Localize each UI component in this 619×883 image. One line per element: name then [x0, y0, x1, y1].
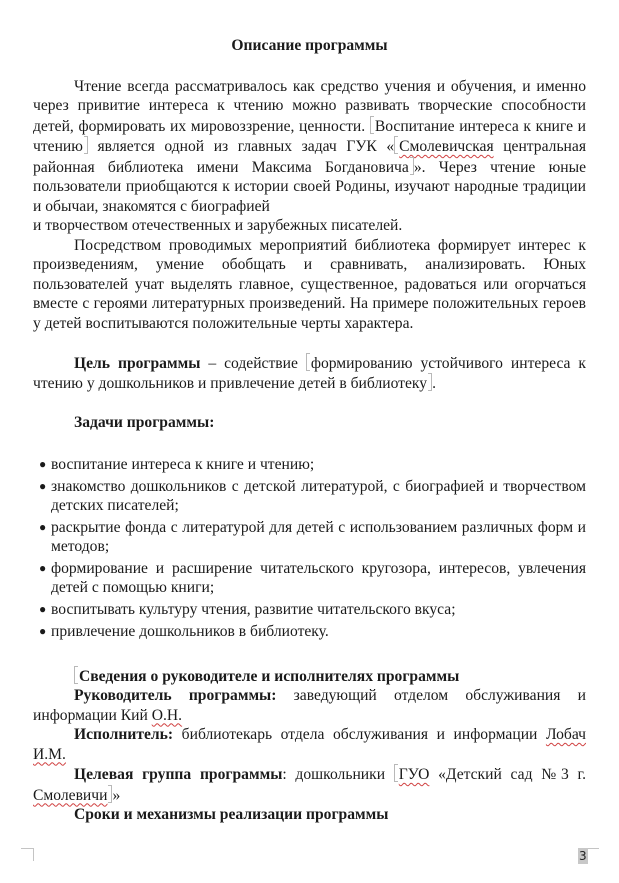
text-run: библиотекарь отдела обслуживания и информации: [173, 726, 546, 743]
text-run: .: [432, 375, 436, 392]
bookmark-start-marker: [394, 764, 398, 782]
bullet-icon: ●: [39, 560, 47, 575]
text-run: »: [112, 786, 121, 804]
head-paragraph: [33, 686, 586, 725]
spelling-error-word[interactable]: Лобач И.М.: [33, 726, 586, 763]
spelling-error-word[interactable]: Смолевичи: [33, 786, 108, 804]
task-text: знакомство дошкольников с детской литературой, с биографией и творчеством детских писателей;: [51, 477, 586, 514]
bookmark-start-marker: [74, 666, 78, 684]
spelling-error-word[interactable]: О.Н.: [151, 706, 183, 724]
executor-paragraph: [33, 725, 586, 764]
tasks-list: [33, 455, 586, 641]
tasks-heading: Задачи программы:: [74, 414, 215, 431]
bookmark-start-marker: [394, 136, 398, 154]
task-item: [37, 622, 586, 641]
info-heading: [33, 666, 586, 687]
intro-paragraph-2: Посредством проводимых мероприятий библиотека формирует интерес к произведениям, умение обобщать и сравнивать, анализировать. Юных пользователей учат выделять главное, существенное, радоваться или огорчаться вместе с героями литературных произведений. На примере положительных героев у детей воспитываются положительные черты характера.: [33, 236, 586, 332]
text-run: заведующий отделом обслуживания и информации Кий: [33, 687, 586, 724]
text-run: «Детский сад №3 г.: [429, 766, 587, 783]
spacer: [33, 394, 586, 414]
bullet-icon: ●: [39, 519, 47, 534]
spelling-error-word[interactable]: Смолевичская: [399, 138, 494, 155]
spacer: [33, 333, 586, 353]
bookmark-start-marker: [370, 116, 374, 134]
task-item: [37, 518, 586, 556]
margin-corner-marker-left: [21, 848, 34, 861]
bullet-icon: ●: [39, 456, 47, 471]
task-text: формирование и расширение читательского кругозора, интересов, увлечения детей с помощью книги;: [51, 559, 586, 596]
task-text: воспитывать культуру чтения, развитие читательского вкуса;: [51, 600, 456, 618]
intro-paragraph-1-continued: и творчеством отечественных и зарубежных писателей.: [33, 217, 403, 234]
task-text: раскрытие фонда с литературой для детей с использованием различных форм и методов;: [51, 518, 586, 555]
margin-corner-marker-right: [586, 848, 599, 861]
text-run: является одной из главных задач ГУК «: [87, 138, 395, 155]
task-item: [37, 600, 586, 619]
text-run: Сведения о руководителе и исполнителях программы: [79, 667, 460, 685]
text-run: Воспитание интереса к книге и чтению: [33, 117, 586, 155]
bullet-icon: ●: [39, 623, 47, 638]
executor-label: Исполнитель:: [74, 726, 174, 743]
bookmark-start-marker: [306, 353, 310, 371]
task-item: [37, 455, 586, 474]
head-label: Руководитель программы:: [74, 687, 277, 704]
spacer: [33, 433, 586, 455]
bullet-icon: ●: [39, 601, 47, 616]
target-group-label: Целевая группа программы: [74, 766, 283, 783]
spacer: [33, 644, 586, 666]
task-text: воспитание интереса к книге и чтению;: [51, 455, 315, 473]
page-number: 3: [579, 849, 587, 863]
goal-label: Цель программы: [74, 354, 201, 372]
text-run: – содействие: [200, 354, 306, 372]
task-text: привлечение дошкольников в библиотеку.: [51, 622, 329, 640]
goal-text: формированию устойчивого интереса к чтению у дошкольников и привлечение детей в библиотеку: [33, 354, 586, 392]
text-run: центральная районная библиотека имени Максима Богдановича: [33, 138, 586, 176]
spelling-error-word[interactable]: ГУО: [398, 766, 430, 783]
bullet-icon: ●: [39, 478, 47, 493]
goal-paragraph: [33, 353, 586, 394]
text-run: : дошкольники: [282, 766, 394, 783]
task-item: [37, 559, 586, 597]
task-item: [37, 477, 586, 515]
intro-paragraph-1: [33, 77, 586, 217]
target-group-paragraph: [33, 764, 586, 805]
text-run: Чтение всегда рассматривалось как средство учения и обучения, и именно через привитие интереса к чтению можно развивать творческие способности детей, формировать их мировоззрение, ценности.: [33, 77, 586, 135]
text-run: ». Через чтение юные пользователи приобщаются к истории своей Родины, изучают народные традиции и обычаи, знакомятся с биографией: [33, 158, 586, 215]
document-title: Описание программы: [231, 37, 388, 54]
terms-heading: Сроки и механизмы реализации программы: [74, 806, 389, 823]
page-content: [33, 36, 586, 825]
